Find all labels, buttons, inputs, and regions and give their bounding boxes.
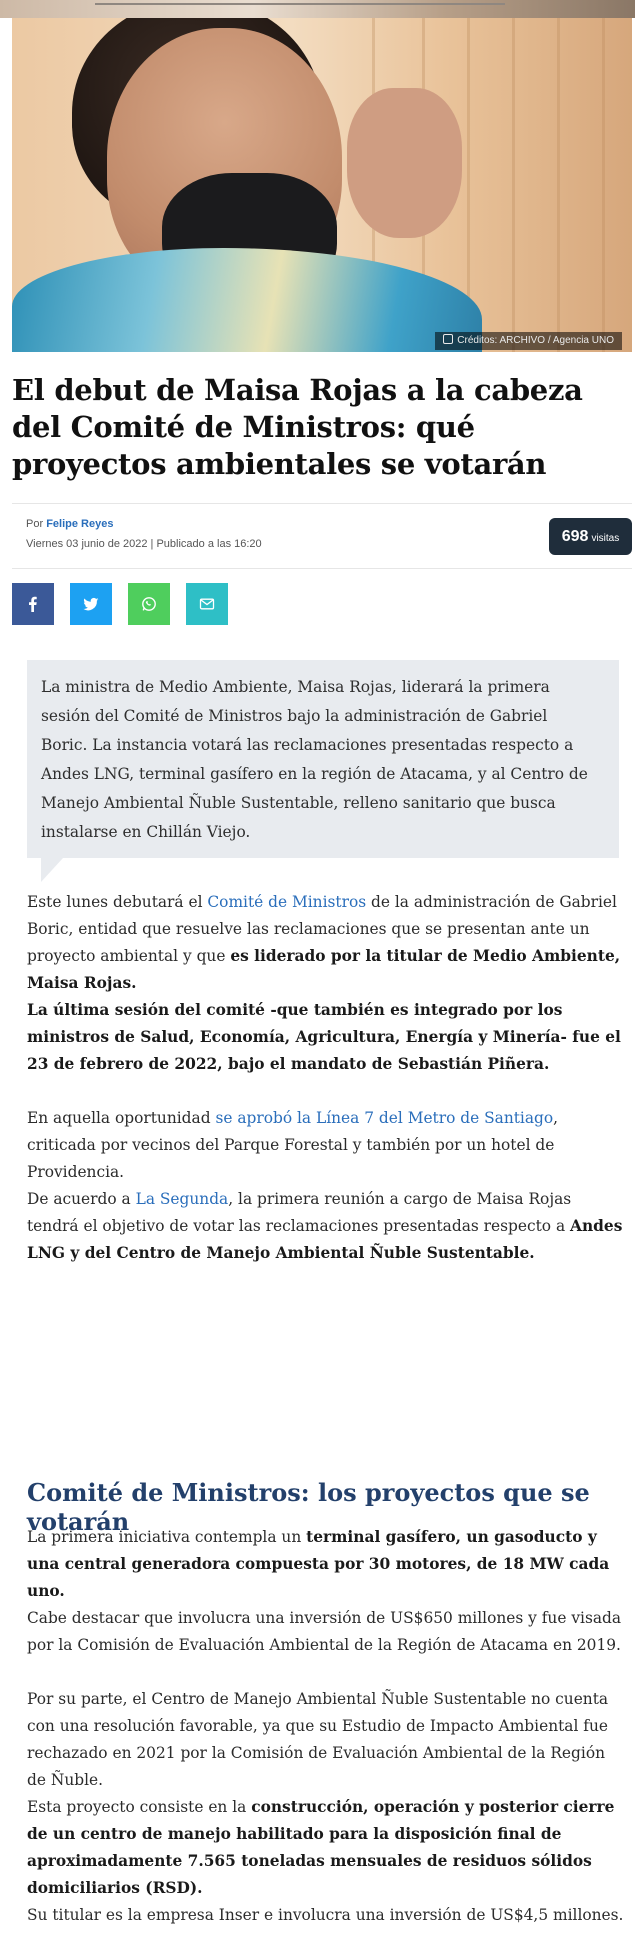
- whatsapp-icon: [141, 596, 157, 612]
- article-meta: [12, 503, 632, 569]
- byline: Por Felipe Reyes: [26, 518, 114, 530]
- paragraph-4: De acuerdo a La Segunda, la primera reunión a cargo de Maisa Rojas tendrá el objetivo de votar las reclamaciones presentadas respecto a Andes LNG y del Centro de Manejo Ambiental Ñuble Sustentable.: [27, 1190, 623, 1262]
- paragraph-6: Cabe destacar que involucra una inversión de US$650 millones y fue visada por la Comisión de Evaluación Ambiental de la Región de Atacama en 2019.: [27, 1609, 622, 1654]
- publish-date: Viernes 03 junio de 2022 | Publicado a las 16:20: [26, 538, 262, 550]
- paragraph-8: Esta proyecto consiste en la construcción, operación y posterior cierre de un centro de manejo habilitado para la disposición final de aproximadamente 7.565 toneladas mensuales de residuos sólidos domiciliarios (RSD).: [27, 1798, 615, 1897]
- share-whatsapp-button[interactable]: [128, 583, 170, 625]
- mail-icon: [199, 596, 215, 612]
- link-linea-7[interactable]: se aprobó la Línea 7 del Metro de Santiago: [215, 1109, 554, 1127]
- top-image-strip: [0, 0, 635, 18]
- paragraph-2: La última sesión del comité -que también es integrado por los ministros de Salud, Economía, Agricultura, Energía y Minería- fue el 23 de febrero de 2022, bajo el mandato de Sebastián Piñera.: [27, 1001, 621, 1073]
- twitter-icon: [83, 596, 99, 612]
- paragraph-9: Su titular es la empresa Inser e involucra una inversión de US$4,5 millones.: [27, 1906, 624, 1924]
- link-la-segunda[interactable]: La Segunda: [135, 1190, 229, 1208]
- share-email-button[interactable]: [186, 583, 228, 625]
- paragraph-5: La primera iniciativa contempla un terminal gasífero, un gasoducto y una central generadora compuesta por 30 motores, de 18 MW cada uno.: [27, 1528, 610, 1600]
- article-title: El debut de Maisa Rojas a la cabeza del Comité de Ministros: qué proyectos ambientales se votarán: [12, 373, 583, 481]
- share-facebook-button[interactable]: [12, 583, 54, 625]
- lead-text: La ministra de Medio Ambiente, Maisa Rojas, liderará la primera sesión del Comité de Ministros bajo la administración de Gabriel Boric. La instancia votará las reclamaciones presentadas respecto a Andes LNG, terminal gasífero en la región de Atacama, y al Centro de Manejo Ambiental Ñuble Sustentable, relleno sanitario que busca instalarse en Chillán Viejo.: [41, 678, 588, 841]
- hero-image: [12, 18, 632, 352]
- visits-label: visitas: [591, 533, 620, 544]
- article-lead: [27, 660, 619, 858]
- link-comite-ministros[interactable]: Comité de Ministros: [207, 893, 367, 911]
- author-link[interactable]: Felipe Reyes: [46, 518, 114, 530]
- section-title: Comité de Ministros: los proyectos que se votarán: [27, 1478, 590, 1536]
- paragraph-7: Por su parte, el Centro de Manejo Ambiental Ñuble Sustentable no cuenta con una resolución favorable, ya que su Estudio de Impacto Ambiental fue rechazado en 2021 por la Comisión de Evaluación Ambiental de la Región de Ñuble.: [27, 1690, 609, 1789]
- facebook-icon: [25, 596, 41, 612]
- paragraph-3: En aquella oportunidad se aprobó la Línea 7 del Metro de Santiago, criticada por vecinos del Parque Forestal y también por un hotel de Providencia.: [27, 1109, 559, 1181]
- paragraph-1: Este lunes debutará el Comité de Ministros de la administración de Gabriel Boric, entidad que resuelve las reclamaciones que se presentan ante un proyecto ambiental y que es liderado por la titular de Medio Ambiente, Maisa Rojas.: [27, 893, 621, 992]
- photo-credits: Créditos: ARCHIVO / Agencia UNO: [435, 332, 622, 350]
- visits-badge: [549, 518, 632, 555]
- share-twitter-button[interactable]: [70, 583, 112, 625]
- visits-count: 698: [561, 528, 589, 545]
- lead-tail: [41, 858, 63, 882]
- camera-icon: [443, 334, 453, 344]
